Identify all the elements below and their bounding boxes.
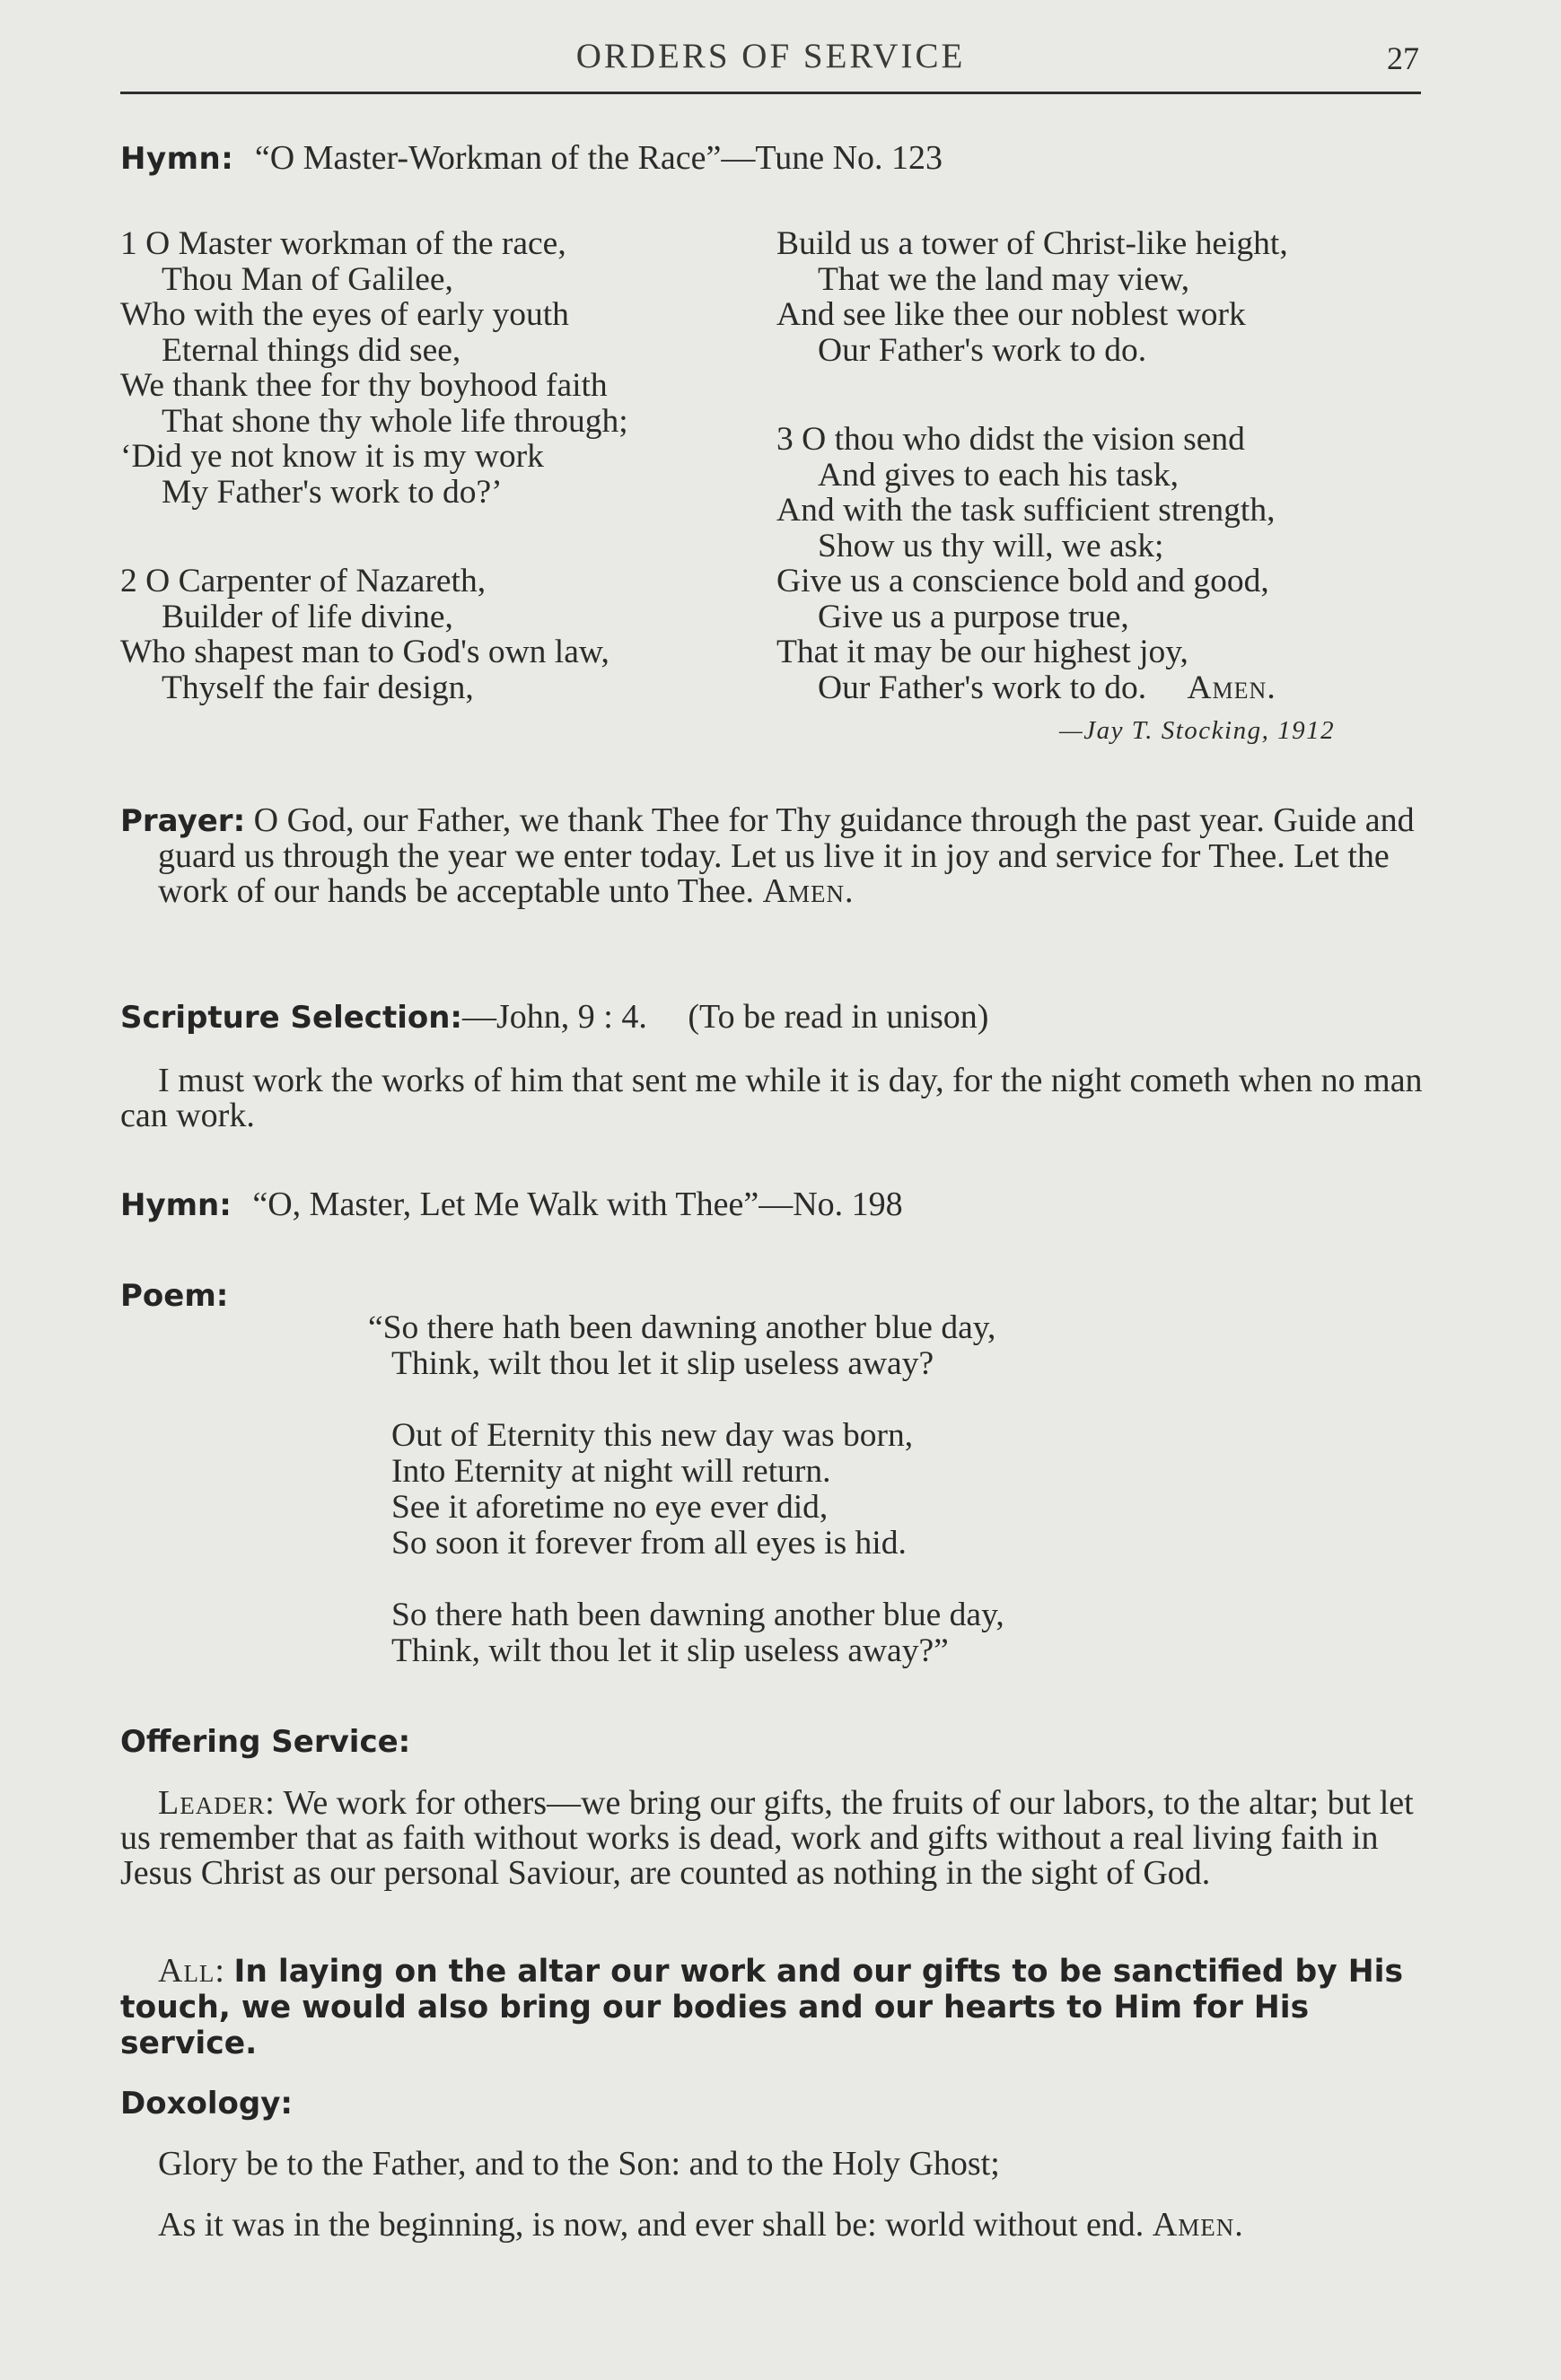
hymn-line: 3 O thou who didst the vision send [776, 421, 1245, 458]
hymn-line: Thyself the fair design, [162, 669, 474, 706]
hymn1-amen: Amen. [1187, 669, 1276, 706]
poem-heading [120, 1277, 228, 1314]
poem-line: So soon it forever from all eyes is hid. [391, 1525, 907, 1562]
all-text: In laying on the altar our work and our gifts to be sanctified by His touch, we would also bring our bodies and our hearts to Him for His service. [120, 1954, 1403, 2061]
hymn1-heading [120, 140, 943, 177]
poem-line: Think, wilt thou let it slip useless away? [391, 1345, 934, 1382]
poem-stanza-2 [391, 1418, 913, 1562]
hymn1-title: “O Master-Workman of the Race”—Tune No. 123 [254, 139, 943, 177]
hymn-line-text: Our Father's work to do. [818, 669, 1147, 706]
poem-line: Into Eternity at night will return. [391, 1453, 831, 1490]
scripture-text: I must work the works of him that sent me while it is day, for the night cometh when no man can work. [120, 1062, 1423, 1134]
poem-line: Out of Eternity this new day was born, [391, 1417, 914, 1454]
page-number: 27 [1387, 40, 1419, 76]
hymn2-title: “O, Master, Let Me Walk with Thee”—No. 198 [252, 1186, 903, 1223]
hymn1-right-column [776, 226, 1288, 705]
hymn-line: Build us a tower of Christ-like height, [776, 225, 1288, 262]
hymn-line: My Father's work to do?’ [162, 473, 503, 511]
poem-line: So there hath been dawning another blue day, [391, 1597, 1004, 1633]
prayer-label: Prayer: [120, 803, 246, 839]
hymn2-label: Hymn: [120, 1187, 232, 1223]
poem-line: Think, wilt thou let it slip useless away?” [391, 1632, 949, 1669]
hymn-line: Give us a conscience bold and good, [776, 563, 1269, 599]
scripture-note: (To be read in unison) [688, 998, 989, 1036]
doxology-label: Doxology: [120, 2086, 293, 2122]
hymn-line [776, 670, 1288, 706]
hymn-line: 1 O Master workman of the race, [120, 225, 566, 262]
poem-line: See it aforetime no eye ever did, [391, 1489, 829, 1526]
hymn-line: That it may be our highest joy, [776, 634, 1188, 670]
prayer-text: O God, our Father, we thank Thee for Thy guidance through the past year. Guide and guard us through the year we enter today. Let us live it in joy and service for Thee. Let the work of our hands be acceptable unto Thee. [158, 801, 1415, 910]
hymn-line: And gives to each his task, [818, 456, 1180, 494]
hymn-line: Show us thy will, we ask; [818, 527, 1164, 564]
doxology-line-1: Glory be to the Father, and to the Son: and to the Holy Ghost; [158, 2145, 1000, 2183]
doxology-line-2 [120, 2208, 1431, 2243]
offering-heading [120, 1723, 410, 1760]
hymn-line: Our Father's work to do. [818, 331, 1147, 369]
poem-line: “So there hath been dawning another blue day, [368, 1309, 996, 1346]
hymn-line: 2 O Carpenter of Nazareth, [120, 563, 487, 599]
hymn1-author: —Jay T. Stocking, 1912 [1059, 716, 1336, 745]
prayer-amen: Amen. [762, 872, 855, 910]
hymn1-label: Hymn: [120, 141, 234, 177]
leader-label: Leader: [158, 1784, 276, 1822]
hymn1-left-column [120, 226, 628, 705]
hymn2-heading [120, 1186, 903, 1223]
offering-label: Offering Service: [120, 1724, 411, 1760]
all-label: All: [158, 1952, 225, 1990]
hymn-line: And see like thee our noblest work [776, 296, 1246, 333]
doxology-amen: Amen. [1152, 2206, 1244, 2244]
hymn-line: Give us a purpose true, [818, 598, 1129, 635]
offering-all [120, 1954, 1424, 2061]
hymn-line: That shone thy whole life through; [162, 402, 628, 440]
hymn-line: ‘Did ye not know it is my work [120, 438, 544, 475]
poem-stanza-1 [368, 1310, 995, 1382]
scripture-heading [120, 999, 988, 1036]
poem-label: Poem: [120, 1278, 229, 1314]
hymn-line: Who with the eyes of early youth [120, 296, 569, 333]
running-title: ORDERS OF SERVICE [575, 37, 966, 75]
hymn-line: Thou Man of Galilee, [162, 260, 453, 298]
hymn-line: Who shapest man to God's own law, [120, 634, 609, 670]
scripture-reference: —John, 9 : 4. [462, 998, 647, 1036]
doxology-heading [120, 2085, 293, 2122]
doxology-line-2-text: As it was in the beginning, is now, and ever shall be: world without end. [158, 2206, 1144, 2244]
hymn-line: We thank thee for thy boyhood faith [120, 367, 608, 404]
hymn-line: Builder of life divine, [162, 598, 453, 635]
scripture-label: Scripture Selection: [120, 1000, 463, 1036]
hymn-line: That we the land may view, [818, 260, 1190, 298]
hymn-line: And with the task sufficient strength, [776, 492, 1276, 529]
prayer-paragraph [120, 803, 1467, 909]
leader-text: We work for others—we bring our gifts, the fruits of our labors, to the altar; but let us remember that as faith without works is dead, work and gifts without a real living faith in Jesus Christ as our personal Saviour, are counted as nothing in the sight of God. [120, 1784, 1414, 1892]
running-head [120, 34, 1421, 94]
offering-leader [120, 1786, 1424, 1891]
poem-stanza-3 [391, 1597, 1004, 1669]
hymn-line: Eternal things did see, [162, 331, 461, 369]
